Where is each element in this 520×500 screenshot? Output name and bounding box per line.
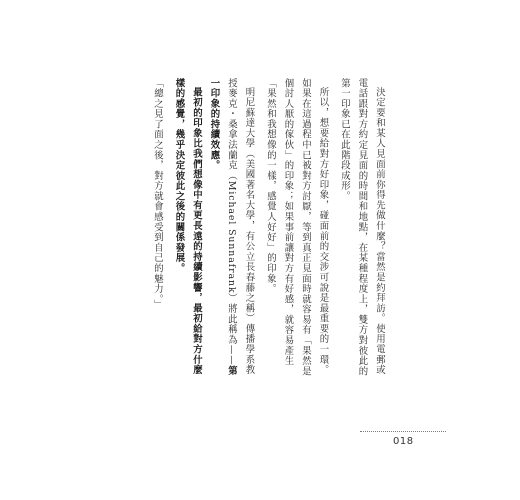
paragraph-2: 所以，想要給對方好印象，碰面前的交涉可說是最重要的一環。如果在這過程中已被對方討厭，等到真正見面時就容易有「果然是個討人厭的傢伙」的印象；如果事前讓對方有好感，就容易產生「果然和我想像的一樣，感覺人好好」的印象。 [265, 78, 329, 377]
paragraph-3-emphasis: 第一印象的持續效應。 [208, 78, 237, 376]
body-text-column [149, 78, 389, 378]
paragraph-4-emphasis: 最初的印象比我們想像中有更長遠的持續影響，最初給對方什麼樣的感覺，幾乎決定彼此之後的關係發展。 [173, 78, 202, 376]
paragraph-3 [205, 78, 258, 378]
paragraph-3-text: 明尼蘇達大學（美國著名大學，有公立長春藤之稱）傳播學系教授麥克・桑拿法蘭克（Michael Sunnafrank）將此稱為—— [226, 78, 255, 376]
page-footer [360, 428, 446, 448]
page-number: 018 [393, 436, 414, 447]
footer-dotted-rule [360, 431, 446, 432]
quote-paragraph: 「總之見了面之後，對方就會感受到自己的魅力。」 [152, 78, 163, 310]
paragraph-1: 決定要和某人見面前你得先做什麼？當然是約拜訪。使用電郵或電話跟對方約定見面的時間和地點，在某種程度上，雙方對彼此的第一印象已在此階段成形。 [339, 78, 385, 377]
